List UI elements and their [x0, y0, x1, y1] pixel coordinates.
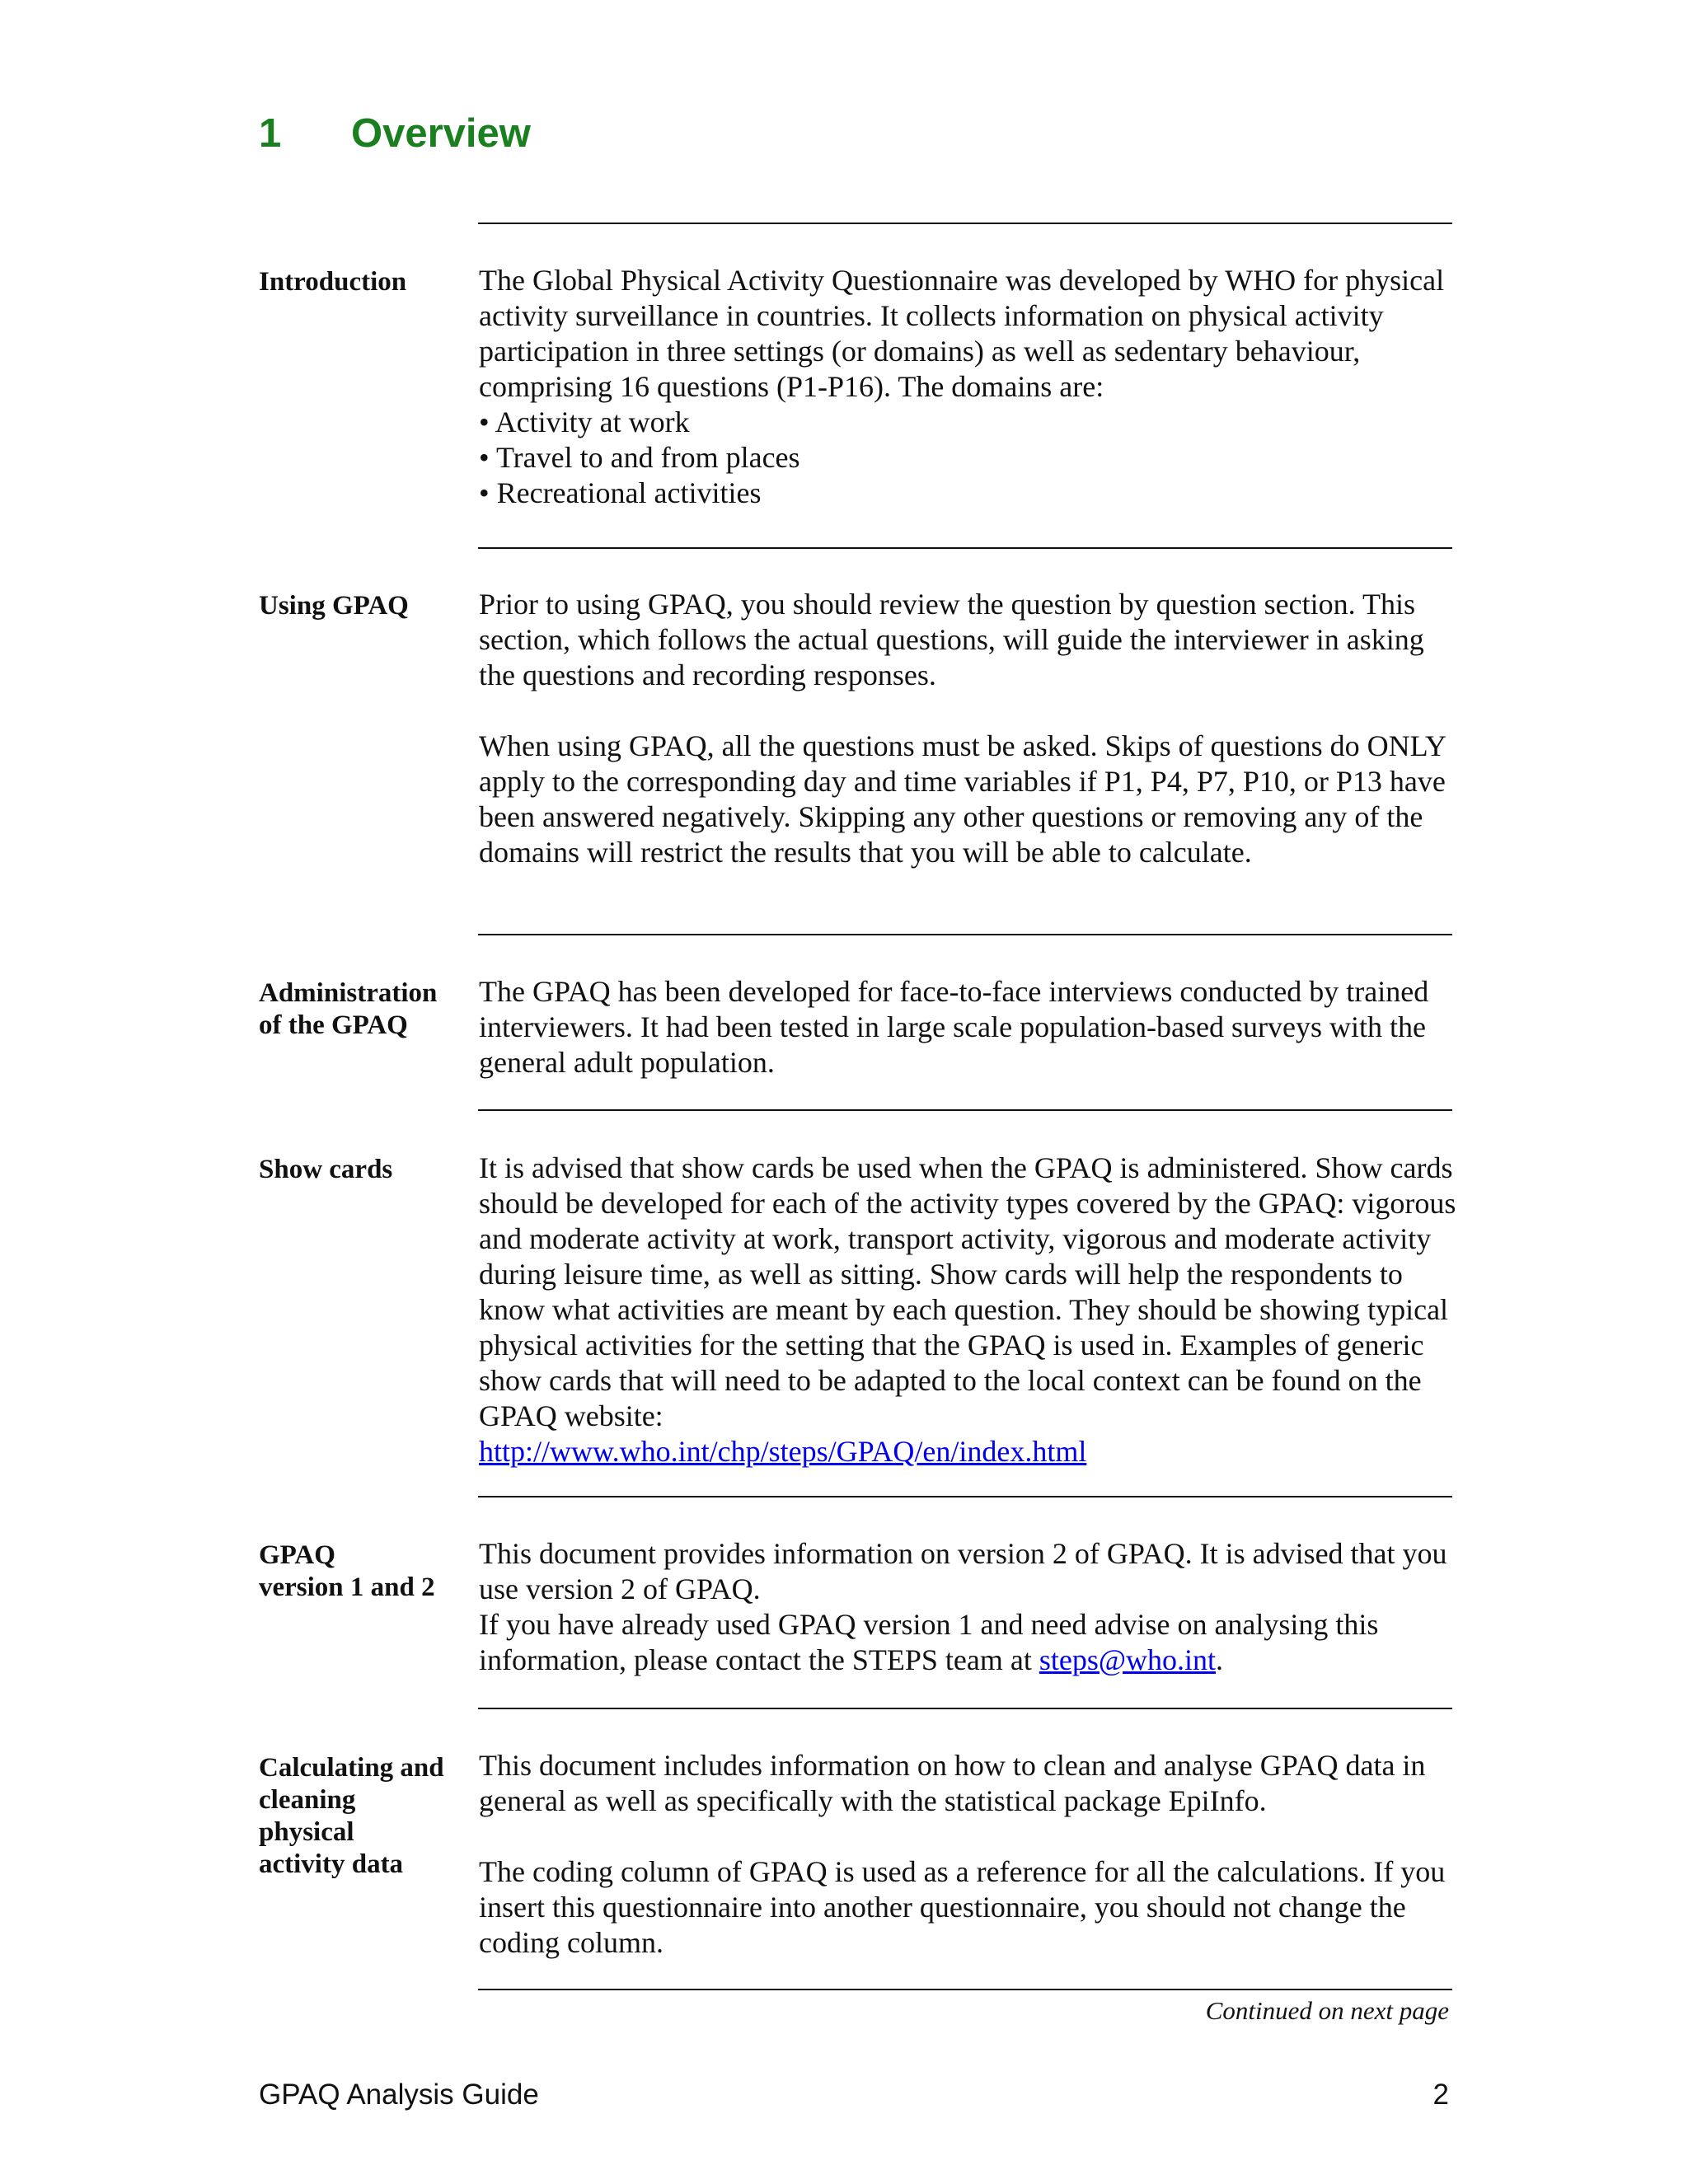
section-body-administration — [479, 974, 1460, 1080]
section-label-gpaq-versions — [259, 1540, 465, 1604]
section-body-show-cards — [479, 1151, 1460, 1469]
paragraph — [479, 1607, 1460, 1678]
section-body-using-gpaq — [479, 587, 1460, 870]
contact-suffix: . — [1215, 1643, 1223, 1676]
section-body-gpaq-versions — [479, 1536, 1460, 1678]
contact-text: If you have already used GPAQ version 1 and need advise on analysing this information, please contact the STEPS team at — [479, 1608, 1379, 1676]
paragraph: This document provides information on version 2 of GPAQ. It is advised that you use version 2 of GPAQ. — [479, 1537, 1447, 1605]
paragraph: The coding column of GPAQ is used as a reference for all the calculations. If you insert this questionnaire into another questionnaire, you should not change the coding column. — [479, 1855, 1446, 1959]
label-line: GPAQ — [259, 1540, 335, 1570]
section-label-using-gpaq: Using GPAQ — [259, 591, 409, 621]
section-label-introduction: Introduction — [259, 267, 407, 297]
bullet-item: • Recreational activities — [479, 476, 762, 509]
page-heading — [259, 111, 531, 156]
heading-title: Overview — [351, 111, 531, 156]
label-line: version 1 and 2 — [259, 1572, 435, 1602]
section-divider — [478, 1109, 1452, 1111]
paragraph: This document includes information on how to clean and analyse GPAQ data in general as well as specifically with the statistical package EpiInfo. — [479, 1749, 1426, 1817]
bullet-item: • Travel to and from places — [479, 441, 800, 474]
section-divider — [478, 1496, 1452, 1497]
paragraph: It is advised that show cards be used when the GPAQ is administered. Show cards should be developed for each of the activity types covered by the GPAQ: vigorous and moderate activity at work, transport activity, vigorous and moderate activity during leisure time, as well as sitting. Show cards will help the respondents to know what activities are meant by each question. They should be showing typical physical activities for the setting that the GPAQ is used in. Examples of generic show cards that will need to be adapted to the local context can be found on the GPAQ website: — [479, 1151, 1456, 1432]
section-divider — [478, 1708, 1452, 1709]
label-line: Administration — [259, 978, 438, 1008]
paragraph: The GPAQ has been developed for face-to-face interviews conducted by trained interviewers. It had been tested in large scale population-based surveys with the general adult population. — [479, 975, 1429, 1079]
section-body-introduction — [479, 263, 1460, 511]
section-label-administration — [259, 977, 465, 1042]
section-divider — [478, 1989, 1452, 1990]
label-line: activity data — [259, 1849, 404, 1879]
footer-title: GPAQ Analysis Guide — [259, 2079, 539, 2111]
paragraph: Prior to using GPAQ, you should review the question by question section. This section, which follows the actual questions, will guide the interviewer in asking the questions and recording responses. — [479, 588, 1424, 691]
section-body-calculating — [479, 1748, 1460, 1961]
steps-email-link[interactable]: steps@who.int — [1039, 1643, 1216, 1676]
label-line: Calculating and — [259, 1753, 444, 1783]
section-divider — [478, 934, 1452, 935]
gpaq-website-link[interactable]: http://www.who.int/chp/steps/GPAQ/en/index.html — [479, 1435, 1087, 1468]
section-divider — [478, 223, 1452, 224]
page-number: 2 — [1432, 2079, 1449, 2111]
label-line: of the GPAQ — [259, 1010, 408, 1040]
heading-number: 1 — [259, 111, 282, 156]
section-divider — [478, 547, 1452, 549]
label-line: physical — [259, 1817, 354, 1847]
paragraph: The Global Physical Activity Questionnaire was developed by WHO for physical activity surveillance in countries. It collects information on physical activity participation in three settings (or domains) as well as sedentary behaviour, comprising 16 questions (P1-P16). The domains are: — [479, 264, 1445, 403]
bullet-item: • Activity at work — [479, 405, 690, 438]
section-label-calculating — [259, 1752, 465, 1881]
paragraph: When using GPAQ, all the questions must be asked. Skips of questions do ONLY apply to the corresponding day and time variables if P1, P4, P7, P10, or P13 have been answered negatively. Skipping any other questions or removing any of the domains will restrict the results that you will be able to calculate. — [479, 729, 1446, 869]
continued-note: Continued on next page — [1205, 1996, 1449, 2025]
label-line: cleaning — [259, 1785, 356, 1815]
section-label-show-cards: Show cards — [259, 1155, 393, 1184]
